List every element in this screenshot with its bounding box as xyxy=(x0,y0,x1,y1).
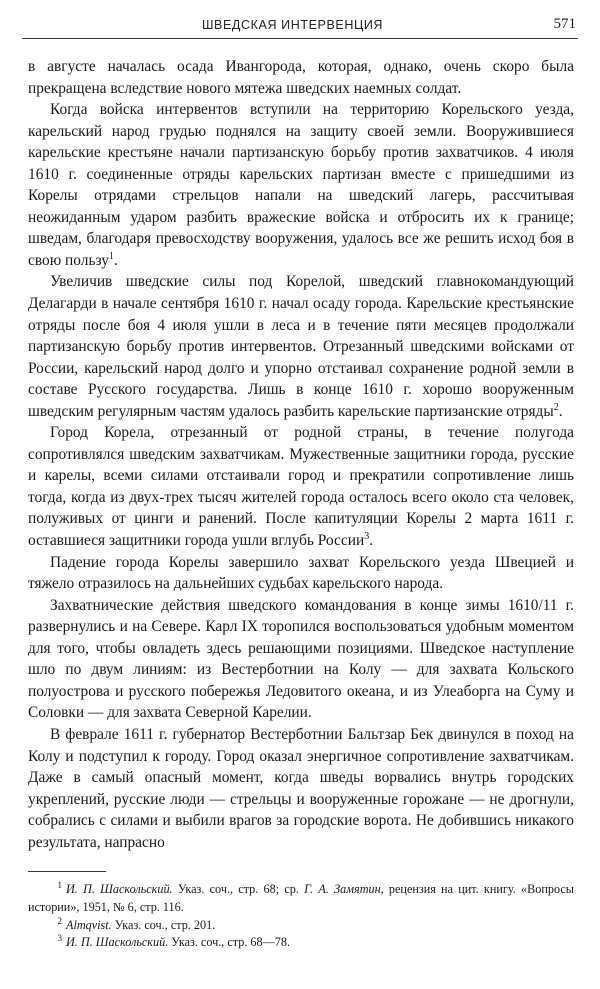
footnote-author: И. П. Шаскольский. xyxy=(66,935,169,950)
paragraph-text: Увеличив шведские силы под Корелой, шведский главнокомандующий Делагарди в начале сентября 1610 г. начал осаду города. Карельские крестьянские отряды после боя 4 июля ушли в леса и в течение пяти месяцев продолжали партизанскую борьбу против интервентов. Отрезанный шведскими войсками от России, карельский народ долго и упорно отстаивал сохранение родной земли в составе Русского государства. Лишь в конце 1610 г. хорошо вооруженным шведским регулярным частям удалось разбить карельские партизанские отряды xyxy=(28,273,574,420)
running-title: ШВЕДСКАЯ ИНТЕРВЕНЦИЯ xyxy=(202,18,384,32)
paragraph-text: Захватнические действия шведского командования в конце зимы 1610/11 г. развернулись и на Севере. Карл IX торопился воспользоваться удобным моментом для того, чтобы овладеть здесь решающими позициями. Шведское наступление шло по двум линиям: из Вестерботнии на Колу — для захвата Кольского полуострова и русского побережья Ледовитого океана, и из Улеаборга на Суму и Соловки — для захвата Северной Карелии. xyxy=(28,596,574,722)
footnote-text: Указ. соч., стр. 68; ср. xyxy=(172,882,305,896)
page-number: 571 xyxy=(553,16,576,32)
paragraph xyxy=(28,552,574,595)
footnote-text: Указ. соч., стр. 68—78. xyxy=(168,935,291,950)
header-rule xyxy=(22,38,578,39)
footnote-author: Almqvist. xyxy=(66,917,112,932)
paragraph xyxy=(28,56,574,99)
footnote-author: И. П. Шаскольский. xyxy=(66,882,173,896)
paragraph-text: В феврале 1611 г. губернатор Вестерботнии Бальтзар Бек двинулся в поход на Колу и подступил к городу. Город оказал энергичное сопротивление захватчикам. Даже в самый опасный момент, когда шведы ворвались внутрь городских укреплений, русские люди — стрельцы и вооруженные горожане — не дрогнули, собрались с силами и выбили врагов за городские ворота. Не добившись никакого результата, напрасно xyxy=(28,725,574,851)
paragraph-text: Город Корела, отрезанный от родной страны, в течение полугода сопротивлялся шведским захватчикам. Мужественные защитники города, русские и карелы, всеми силами отстаивали город и прекратили сопротивление лишь тогда, когда из двух-трех тысяч жителей города осталось всего около ста человек, полуживых от цинги и ранений. После капитуляции Корелы 2 марта 1611 г. оставшиеся защитники города ушли вглубь России xyxy=(28,424,574,550)
footnote-ref[interactable]: 3 xyxy=(364,530,370,542)
paragraph: Увеличив шведские силы под Корелой, шведский главнокомандующий Делагарди в начале сентября 1610 г. начал осаду города. Карельские крестьянские отряды после боя 4 июля ушли в леса и в течение пяти месяцев продолжали партизанскую борьбу против интервентов. Отрезанный шведскими войсками от России, карельский народ долго и упорно отстаивал сохранение родной земли в составе Русского государства. Лишь в конце 1610 г. хорошо вооруженным шведским регулярным частям удалось разбить карельские партизанские отряды$^2$. xyxy=(28,273,574,420)
footnote: 2 Almqvist. Указ. соч., стр. 201. xyxy=(57,915,216,932)
footnote-ref[interactable]: 1 xyxy=(108,250,114,262)
footnote-text: рецензия на цит. книгу. «Вопросы истории», 1951, № 6, стр. 116. xyxy=(28,882,574,914)
paragraph-text: Когда войска интервентов вступили на территорию Корельского уезда, карельский народ грудью поднялся на защиту своей земли. Вооружившиеся карельские крестьяне начали партизанскую борьбу против захватчиков. 4 июля 1610 г. соединенные отряды карельских партизан вместе с пришедшими из Корелы отрядами стрельцов напали на шведский лагерь, рассчитывая неожиданным ударом разбить вражеские войска и отбросить их к границе; шведам, благодаря превосходству вооружения, удалось все же решить исход боя в свою пользу xyxy=(28,101,574,269)
main-text xyxy=(28,56,574,853)
footnote-rule xyxy=(28,871,106,872)
paragraph-text: в августе началась осада Ивангорода, которая, однако, очень скоро была прекращена вследствие нового мятежа шведских наемных солдат. xyxy=(28,58,574,97)
paragraph-text: Падение города Корелы завершило захват Корельского уезда Швецией и тяжело отразилось на дальнейших судьбах карельского народа. xyxy=(28,553,574,593)
footnote-ref[interactable]: 2 xyxy=(553,401,559,413)
page-header xyxy=(22,12,578,40)
footnote: 3 И. П. Шаскольский. Указ. соч., стр. 68—78. xyxy=(57,933,291,950)
paragraph xyxy=(28,595,574,724)
paragraph: Город Корела, отрезанный от родной страны, в течение полугода сопротивлялся шведским захватчикам. Мужественные защитники города, русские и карелы, всеми силами отстаивали город и прекратили сопротивление лишь тогда, когда из двух-трех тысяч жителей города осталось всего около ста человек, полуживых от цинги и ранений. После капитуляции Корелы 2 марта 1611 г. оставшиеся защитники города ушли вглубь России$^3$. xyxy=(28,424,574,550)
footnote: 1 И. П. Шаскольский. Указ. соч., стр. 68; ср. Г. А. Замятин, рецензия на цит. книгу. «Вопросы истории», 1951, № 6, стр. 116. xyxy=(28,879,574,914)
footnote-text: Указ. соч., стр. 201. xyxy=(111,917,216,932)
paragraph xyxy=(28,724,574,853)
footnotes xyxy=(28,881,574,952)
paragraph: Когда войска интервентов вступили на территорию Корельского уезда, карельский народ грудью поднялся на защиту своей земли. Вооружившиеся карельские крестьяне начали партизанскую борьбу против захватчиков. 4 июля 1610 г. соединенные отряды карельских партизан вместе с пришедшими из Корелы отрядами стрельцов напали на шведский лагерь, рассчитывая неожиданным ударом разбить вражеские войска и отбросить их к границе; шведам, благодаря превосходству вооружения, удалось все же решить исход боя в свою пользу$^1$. xyxy=(28,101,574,269)
footnote-author: Г. А. Замятин, xyxy=(304,882,384,896)
